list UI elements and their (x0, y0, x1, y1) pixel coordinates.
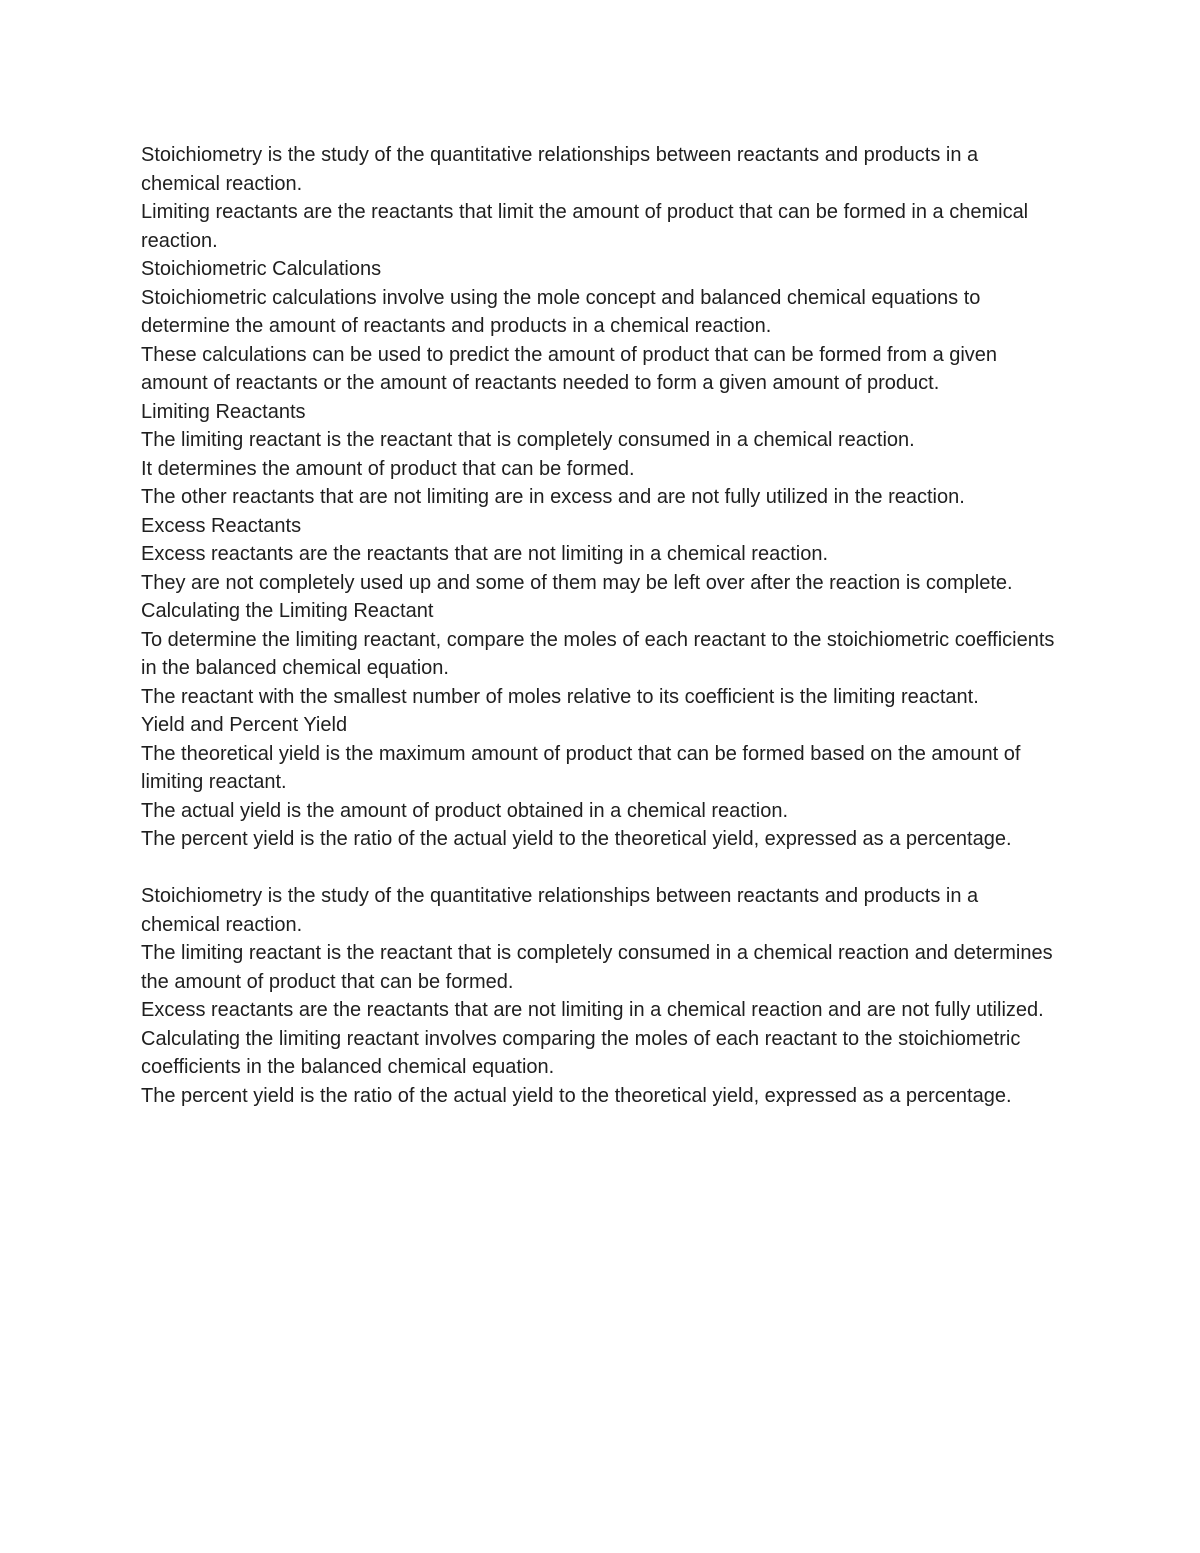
paragraph: Excess reactants are the reactants that are not limiting in a chemical reaction. (141, 543, 829, 565)
paragraph: The theoretical yield is the maximum amount of product that can be formed based on the amount of limiting reactant. (141, 742, 1021, 793)
summary-paragraph: The limiting reactant is the reactant that is completely consumed in a chemical reaction and determines the amount of product that can be formed. (141, 942, 1053, 993)
blank-line (141, 854, 1061, 883)
section-heading: Limiting Reactants (141, 400, 306, 423)
section-heading: Stoichiometric Calculations (141, 258, 382, 280)
summary-paragraph: Excess reactants are the reactants that are not limiting in a chemical reaction and are not fully utilized. (141, 999, 1044, 1021)
paragraph: The actual yield is the amount of product obtained in a chemical reaction. (141, 799, 789, 822)
summary-paragraph: The percent yield is the ratio of the actual yield to the theoretical yield, expressed as a percentage. (141, 1084, 1012, 1107)
paragraph: To determine the limiting reactant, compare the moles of each reactant to the stoichiometric coefficients in the balanced chemical equation. (141, 628, 1055, 679)
summary-paragraph: Stoichiometry is the study of the quantitative relationships between reactants and products in a chemical reaction. (141, 885, 979, 936)
document-body (141, 141, 1061, 1110)
paragraph: The other reactants that are not limiting are in excess and are not fully utilized in the reaction. (141, 486, 965, 508)
summary-paragraph: Calculating the limiting reactant involves comparing the moles of each reactant to the stoichiometric coefficients in the balanced chemical equation. (141, 1027, 1021, 1078)
paragraph: They are not completely used up and some of them may be left over after the reaction is complete. (141, 571, 1013, 594)
paragraph: These calculations can be used to predict the amount of product that can be formed from a given amount of reactants or the amount of reactants needed to form a given amount of product. (141, 343, 998, 394)
section-heading: Calculating the Limiting Reactant (141, 600, 434, 622)
paragraph: It determines the amount of product that can be formed. (141, 457, 635, 480)
paragraph: The reactant with the smallest number of moles relative to its coefficient is the limiting reactant. (141, 685, 979, 708)
section-heading: Yield and Percent Yield (141, 714, 348, 736)
paragraph: Stoichiometry is the study of the quantitative relationships between reactants and products in a chemical reaction. (141, 144, 979, 195)
paragraph: Limiting reactants are the reactants that limit the amount of product that can be formed in a chemical reaction. (141, 201, 1029, 252)
paragraph: Stoichiometric calculations involve using the mole concept and balanced chemical equations to determine the amount of reactants and products in a chemical reaction. (141, 286, 981, 337)
section-heading: Excess Reactants (141, 514, 302, 537)
paragraph: The limiting reactant is the reactant that is completely consumed in a chemical reaction. (141, 429, 915, 451)
paragraph: The percent yield is the ratio of the actual yield to the theoretical yield, expressed as a percentage. (141, 828, 1012, 850)
